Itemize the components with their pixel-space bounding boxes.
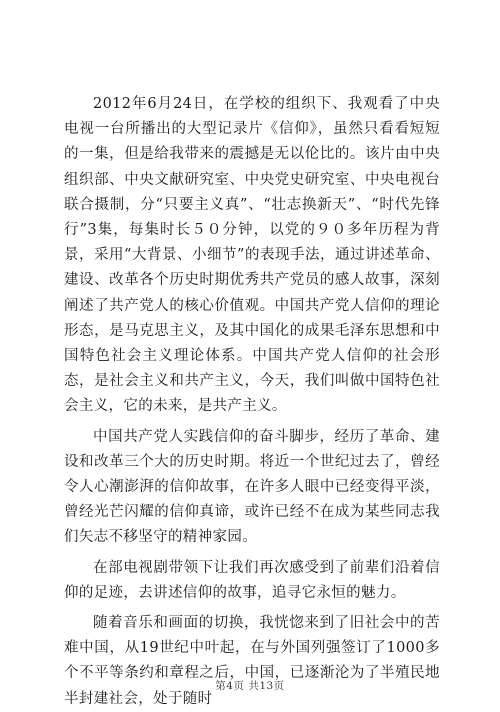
paragraph-1: 2012年6月24日，在学校的组织下、我观看了中央电视一台所播出的大型记录片《信仰》，虽然只看看短短的一集，但是给我带来的震撼是无以伦比的。该片由中央组织部、中央文献研究室、中央党史研究室、中央电视台联合摄制，分“只要主义真”、“壮志换新天”、“时代先锋行”3集，每集时长５０分钟，以党的９０多年历程为背景，采用“大背景、小细节”的表现手法，通过讲述革命、建设、改革各个历史时期优秀共产党员的感人故事，深刻阐述了共产党人的核心价值观。中国共产党人信仰的理论形态，是马克思主义，及其中国化的成果毛泽东思想和中国特色社会主义理论体系。中国共产党人信仰的社会形态，是社会主义和共产主义，今天，我们叫做中国特色社会主义，它的未来，是共产主义。 bbox=[64, 96, 440, 415]
paragraph-4: 随着音乐和画面的切换，我恍惚来到了旧社会中的苦难中国，从19世纪中叶起，在与外国列强签订了1000多个不平等条约和章程之后，中国，已逐渐沦为了半殖民地半封建社会，处于随时 bbox=[64, 615, 440, 707]
page-number-footer: 第4页 共13页 bbox=[215, 680, 285, 692]
document-body bbox=[64, 92, 440, 712]
paragraph-2: 中国共产党人实践信仰的奋斗脚步，经历了革命、建设和改革三个大的历史时期。将近一个世纪过去了，曾经令人心潮澎湃的信仰故事，在许多人眼中已经变得平淡，曾经光芒闪耀的信仰真谛，或许已经不在成为某些同志我们矢志不移坚守的精神家园。 bbox=[64, 428, 440, 546]
paragraph-3: 在部电视剧带领下让我们再次感受到了前辈们沿着信仰的足迹，去讲述信仰的故事，追寻它永恒的魅力。 bbox=[64, 559, 440, 601]
